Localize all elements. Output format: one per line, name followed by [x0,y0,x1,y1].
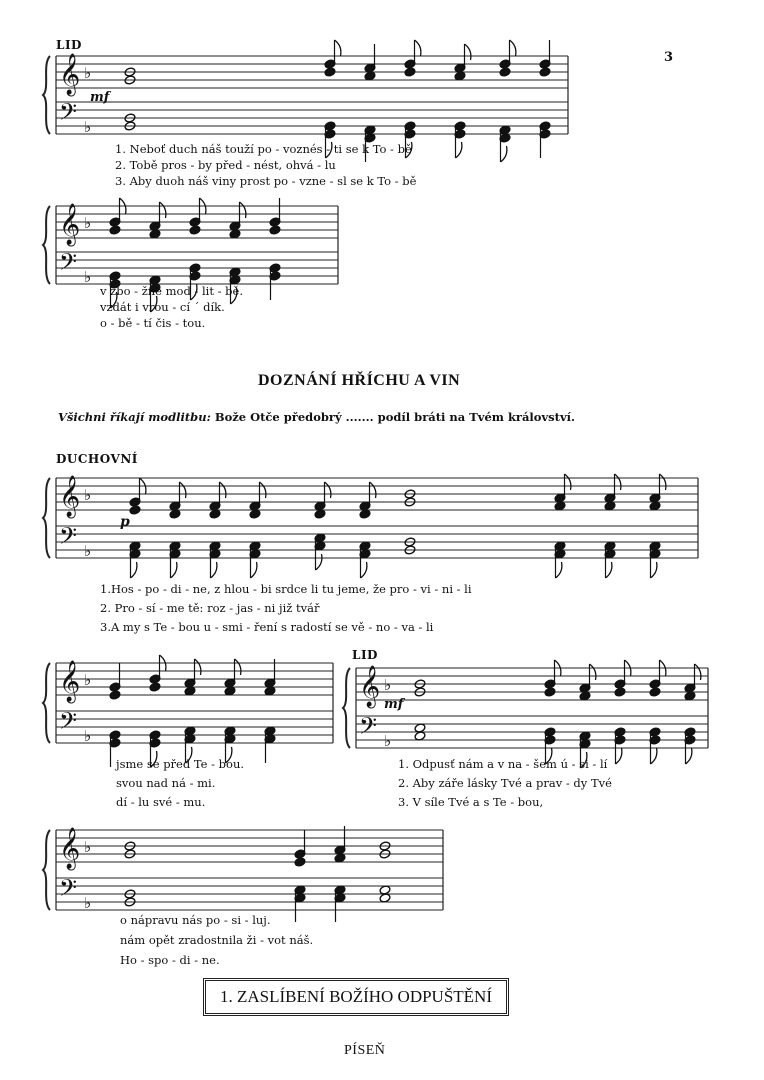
note-head [124,841,136,859]
lyric-line: v zbo - žné mod - lit - bě. [100,284,244,298]
note-head [209,482,226,519]
svg-text:♭: ♭ [84,727,92,745]
note-head [359,482,376,519]
note-head [224,659,241,696]
treble-staff-3 [56,478,698,510]
brace-1 [43,53,568,136]
instruction-text: Bože Otče předobrý ....... podíl bráti na Tvém království. [214,410,575,424]
grand-staff-6 [40,822,445,912]
lyric-line: 1. Neboť duch náš touží po - voznés - ti se k To - bě [115,142,412,156]
note-head [314,533,326,570]
lyric-line: vzdát i vrou - cí ´ dík. [100,300,225,314]
note-head [604,474,621,511]
note-head [269,198,281,235]
note-head [264,659,276,696]
svg-text:♭: ♭ [384,676,392,694]
lyric-line: jsme se před Te - bou. [116,757,245,771]
svg-text:♭: ♭ [84,268,92,286]
svg-text:♭: ♭ [84,214,92,232]
lyric-line: 1.Hos - po - di - ne, z hlou - bi srdce li tu jeme, že pro - vi - ni - li [100,582,472,596]
svg-text:𝄢: 𝄢 [59,522,78,555]
lyric-line: 2. Aby záře lásky Tvé a prav - dy Tvé [398,776,612,790]
note-head [314,482,331,519]
note-head [684,727,696,764]
dynamic-mf-1: mf [90,90,110,105]
note-head [649,474,666,511]
svg-text:♭: ♭ [84,64,92,82]
note-head [684,664,701,701]
note-head [604,541,616,578]
note-head [209,541,221,578]
svg-text:𝄞: 𝄞 [59,828,81,869]
note-head [269,263,281,300]
note-head [499,125,511,162]
lyric-line: 3.A my s Te - bou u - smi - ření s radostí se vě - no - va - li [100,620,434,634]
svg-text:𝄞: 𝄞 [59,54,81,95]
note-head [334,826,346,863]
svg-text:𝄢: 𝄢 [59,248,78,281]
part-label-lid-2: LID [352,648,378,662]
svg-text:♭: ♭ [84,118,92,136]
svg-text:♭: ♭ [84,838,92,856]
note-head [334,885,346,922]
note-head [229,202,246,239]
brace-3 [43,475,698,560]
svg-text:𝄞: 𝄞 [59,476,81,517]
svg-text:♭: ♭ [84,671,92,689]
instruction-prefix: Všichni říkají modlitbu: [58,410,211,424]
lyric-line: Ho - spo - di - ne. [120,953,220,967]
note-head [579,664,596,701]
grand-staff-3 [40,470,700,570]
note-head [109,663,121,700]
section-title: DOZNÁNÍ HŘÍCHU A VIN [258,372,461,389]
brace-6 [43,827,443,912]
note-head [454,44,471,81]
note-head [539,40,551,77]
svg-text:𝄞: 𝄞 [59,204,81,245]
lyric-line: svou nad ná - mi. [116,776,216,790]
note-head [124,67,136,85]
lyric-line: 1. Odpusť nám a v na - šem ú - si - lí [398,757,608,771]
svg-text:♭: ♭ [384,732,392,750]
svg-text:♭: ♭ [84,486,92,504]
lyric-line: 2. Tobě pros - by před - nést, ohvá - lu [115,158,336,172]
note-head [379,841,391,859]
note-head [169,541,181,578]
note-head [294,885,306,922]
note-head [184,659,201,696]
dynamic-p: p [120,514,130,530]
svg-text:𝄞: 𝄞 [359,666,381,707]
note-head [169,482,186,519]
part-label-lid: LID [56,38,82,52]
lyric-line: 2. Pro - sí - me tě: roz - jas - ni již tvář [100,601,320,615]
note-head [364,44,376,81]
note-head [649,541,661,578]
note-head [129,541,141,578]
part-label-duchovni: DUCHOVNÍ [56,452,138,466]
note-head [404,537,416,555]
footer-title: PÍSEŇ [344,1043,386,1058]
lyric-line: 3. Aby duoh náš viny prost po - vzne - sl se k To - bě [115,174,417,188]
lyric-line: o nápravu nás po - si - luj. [120,913,271,927]
page-number: 3 [664,50,674,65]
note-head [124,889,136,907]
lyric-line: o - bě - tí čis - tou. [100,316,206,330]
instruction [58,410,575,424]
lyric-line: dí - lu své - mu. [116,795,206,809]
note-head [294,830,306,867]
note-head [554,541,566,578]
grand-staff-1 [40,50,570,140]
lyric-line: 3. V síle Tvé a s Te - bou, [398,795,544,809]
boxed-title: 1. ZASLÍBENÍ BOŽÍHO ODPUŠTĚNÍ [203,978,509,1016]
note-head [649,727,661,764]
svg-text:♭: ♭ [84,894,92,912]
grand-staff-4 [40,655,335,750]
note-head [454,121,466,158]
svg-text:𝄢: 𝄢 [59,707,78,740]
svg-text:𝄞: 𝄞 [59,661,81,702]
svg-text:𝄢: 𝄢 [59,98,78,131]
notes-6 [124,826,391,922]
note-head [404,489,416,507]
grand-staff-2 [40,200,340,290]
note-head [249,541,261,578]
note-head [359,541,371,578]
note-head [554,474,571,511]
lyric-line: nám opět zradostnila ži - vot náš. [120,933,314,947]
note-head [124,113,136,131]
svg-text:♭: ♭ [84,542,92,560]
note-head [249,482,266,519]
dynamic-mf-2: mf [384,697,404,712]
note-head [149,202,166,239]
note-head [539,121,551,158]
svg-text:𝄢: 𝄢 [359,712,378,745]
note-head [264,726,276,763]
svg-text:𝄢: 𝄢 [59,874,78,907]
bass-staff-3 [56,526,698,558]
note-head [614,727,626,764]
note-head [414,679,426,697]
